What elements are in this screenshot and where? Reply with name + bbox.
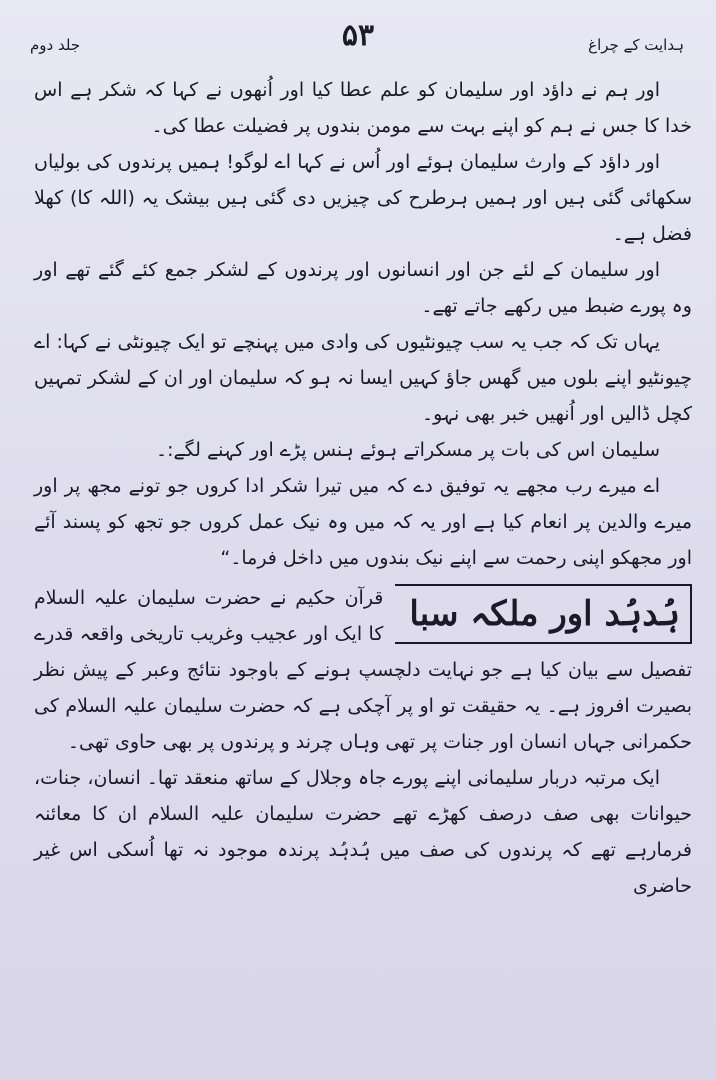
- paragraph: قرآن حکیم نے حضرت سلیمان علیہ السلام کا ایک اور عجیب وغریب تاریخی واقعہ قدرے تفصیل سے بیان کیا ہے جو نہایت دلچسپ ہونے کے باوجود نتائج وعبر کے پیش نظر بصیرت افروز ہے۔ یہ حقیقت تو او پر آچکی ہے کہ حضرت سلیمان علیہ السلام کی حکمرانی جہاں انسان اور جنات پر تھی وہاں چرند و پرندوں پر بھی حاوی تھی۔: [34, 587, 692, 753]
- paragraph: اور داؤد کے وارث سلیمان ہوئے اور اُس نے کہا اے لوگو! ہمیں پرندوں کی بولیاں سکھائی گئی ہیں اور ہمیں ہرطرح کی چیزیں دی گئی ہیں بیشک یہ (اللہ کا) کھلا فضل ہے۔: [34, 151, 692, 245]
- volume-label: جلد دوم: [30, 36, 81, 54]
- paragraph: یہاں تک کہ جب یہ سب چیونٹیوں کی وادی میں پہنچے تو ایک چیونٹی نے کہا: اے چیونٹیو اپنے بلوں میں گھس جاؤ کہیں ایسا نہ ہو کہ سلیمان اور ان کے لشکر تمہیں کچل ڈالیں اور اُنھیں خبر بھی نہو۔: [34, 331, 692, 425]
- page-body: [34, 72, 692, 904]
- page-number: ۵۳: [341, 18, 375, 53]
- section-heading: ہُدہُد اور ملکہ سبا: [395, 584, 692, 644]
- section-block: [34, 580, 692, 904]
- paragraph: اور ہم نے داؤد اور سلیمان کو علم عطا کیا اور اُنھوں نے کہا کہ شکر ہے اس خدا کا جس نے ہم کو اپنے بہت سے مومن بندوں پر فضیلت عطا کی۔: [34, 79, 692, 137]
- paragraph: ایک مرتبہ دربار سلیمانی اپنے پورے جاہ وجلال کے ساتھ منعقد تھا۔ انسان، جنات، حیوانات بھی صف درصف کھڑے تھے حضرت سلیمان علیہ السلام ان کا معائنہ فرمارہے تھے کہ پرندوں کی صف میں ہُدہُد پرندہ موجود نہ تھا اُسکی اس غیر حاضری: [34, 767, 692, 897]
- paragraph: اور سلیمان کے لئے جن اور انسانوں اور پرندوں کے لشکر جمع کئے گئے تھے اور وہ پورے ضبط میں رکھے جاتے تھے۔: [34, 259, 692, 317]
- page-header: [0, 14, 716, 64]
- paragraph: اے میرے رب مجھے یہ توفیق دے کہ میں تیرا شکر ادا کروں جو تونے مجھ پر اور میرے والدین پر انعام کیا ہے اور یہ کہ میں وہ نیک عمل کروں جو تجھ کو پسند آئے اور مجھکو اپنی رحمت سے اپنے نیک بندوں میں داخل فرما۔“: [34, 475, 692, 569]
- book-title: ہدایت کے چراغ: [588, 36, 684, 54]
- paragraph: سلیمان اس کی بات پر مسکراتے ہوئے ہنس پڑے اور کہنے لگے:۔: [156, 439, 660, 461]
